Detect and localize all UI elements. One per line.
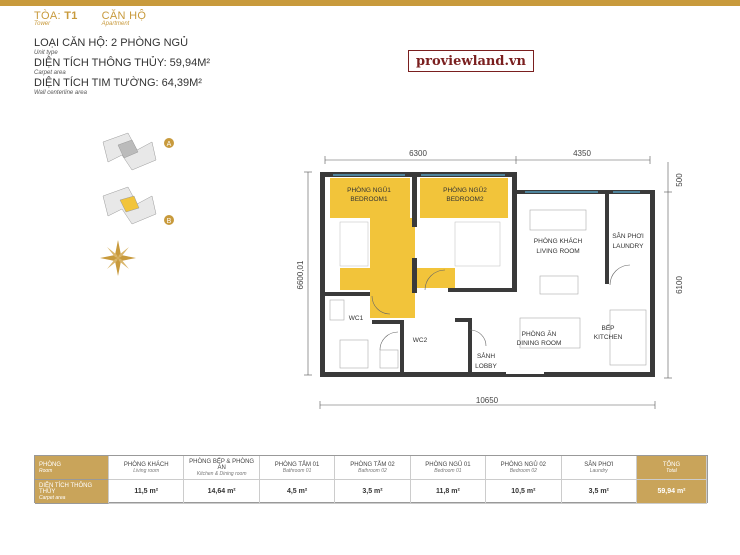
col-bed2: PHÒNG NGỦ 02 Bedroom 02 bbox=[486, 456, 561, 480]
val-total: 59,94 m² bbox=[637, 480, 707, 504]
val-bed1: 11,8 m² bbox=[411, 480, 486, 504]
brand-text: proviewland.vn bbox=[416, 53, 526, 69]
entry-door[interactable] bbox=[506, 370, 544, 374]
dim-left: 6600,01 bbox=[296, 260, 305, 290]
room-bedroom1-vi: PHÒNG NGỦ1 bbox=[347, 187, 391, 194]
wall-area-sub: Wall centerline area bbox=[34, 90, 87, 96]
unit-type-sub: Unit type bbox=[34, 50, 58, 56]
marker-b: B bbox=[166, 218, 172, 225]
room-bedroom2-en: BEDROOM2 bbox=[446, 196, 484, 203]
room-bedroom1-en: BEDROOM1 bbox=[350, 196, 388, 203]
tower-value: T1 bbox=[64, 10, 78, 22]
val-living: 11,5 m² bbox=[109, 480, 184, 504]
room-laundry-vi: SÂN PHƠI bbox=[612, 233, 644, 240]
room-kitchen-en: KITCHEN bbox=[593, 334, 623, 341]
carpet-area-sub: Carpet area bbox=[34, 70, 66, 76]
room-laundry-en: LAUNDRY bbox=[612, 243, 644, 250]
dim-right-top: 500 bbox=[675, 173, 684, 187]
table-row-header-room: PHÒNG Room bbox=[35, 456, 109, 480]
table-row-header-area: DIỆN TÍCH THÔNG THỦY Carpet area bbox=[35, 480, 109, 504]
val-laundry: 3,5 m² bbox=[562, 480, 637, 504]
col-bath2: PHÒNG TẮM 02 Bathroom 02 bbox=[335, 456, 410, 480]
val-bed2: 10,5 m² bbox=[486, 480, 561, 504]
col-kitchen-dining: PHÒNG BẾP & PHÒNG ĂN Kitchen & Dining room bbox=[184, 456, 259, 480]
room-living-en: LIVING ROOM bbox=[536, 248, 580, 255]
tower-label: TÒA: bbox=[34, 10, 61, 22]
room-bedroom2-vi: PHÒNG NGỦ2 bbox=[443, 187, 487, 194]
room-lobby-vi: SẢNH bbox=[476, 353, 496, 360]
col-laundry: SÂN PHƠI Laundry bbox=[562, 456, 637, 480]
wall-area: DIỆN TÍCH TIM TƯỜNG: 64,39M² bbox=[34, 77, 202, 89]
dim-top-left: 6300 bbox=[409, 149, 427, 158]
room-dining-vi: PHÒNG ĂN bbox=[521, 331, 557, 338]
room-lobby-en: LOBBY bbox=[475, 363, 497, 370]
carpet-area: DIỆN TÍCH THÔNG THỦY: 59,94M² bbox=[34, 57, 211, 69]
col-total: TỔNG Total bbox=[637, 456, 707, 480]
apartment-sub: Apartment bbox=[101, 21, 130, 27]
key-plan bbox=[100, 133, 174, 276]
dim-top-right: 4350 bbox=[573, 149, 591, 158]
room-kitchen-vi: BẾP bbox=[601, 325, 615, 332]
val-bath1: 4,5 m² bbox=[260, 480, 335, 504]
room-living-vi: PHÒNG KHÁCH bbox=[533, 238, 583, 245]
apartment-label: CĂN HỘ bbox=[101, 10, 147, 22]
col-bath1: PHÒNG TẮM 01 Bathroom 01 bbox=[260, 456, 335, 480]
dim-right: 6100 bbox=[675, 276, 684, 294]
room-dining-en: DINING ROOM bbox=[516, 340, 562, 347]
compass-icon bbox=[100, 240, 136, 276]
val-bath2: 3,5 m² bbox=[335, 480, 410, 504]
key-plan-tower-a bbox=[103, 133, 156, 170]
val-kitchen-dining: 14,64 m² bbox=[184, 480, 259, 504]
col-bed1: PHÒNG NGỦ 01 Bedroom 01 bbox=[411, 456, 486, 480]
room-wc2: WC2 bbox=[412, 337, 428, 344]
dim-bottom: 10650 bbox=[475, 396, 499, 405]
marker-a: A bbox=[166, 141, 172, 148]
beds bbox=[340, 222, 500, 266]
unit-type: LOẠI CĂN HỘ: 2 PHÒNG NGỦ bbox=[34, 37, 189, 49]
col-living: PHÒNG KHÁCH Living room bbox=[109, 456, 184, 480]
area-table bbox=[34, 455, 708, 503]
tower-sub: Tower bbox=[34, 21, 51, 27]
key-plan-tower-b bbox=[103, 187, 156, 224]
room-wc1: WC1 bbox=[348, 315, 364, 322]
